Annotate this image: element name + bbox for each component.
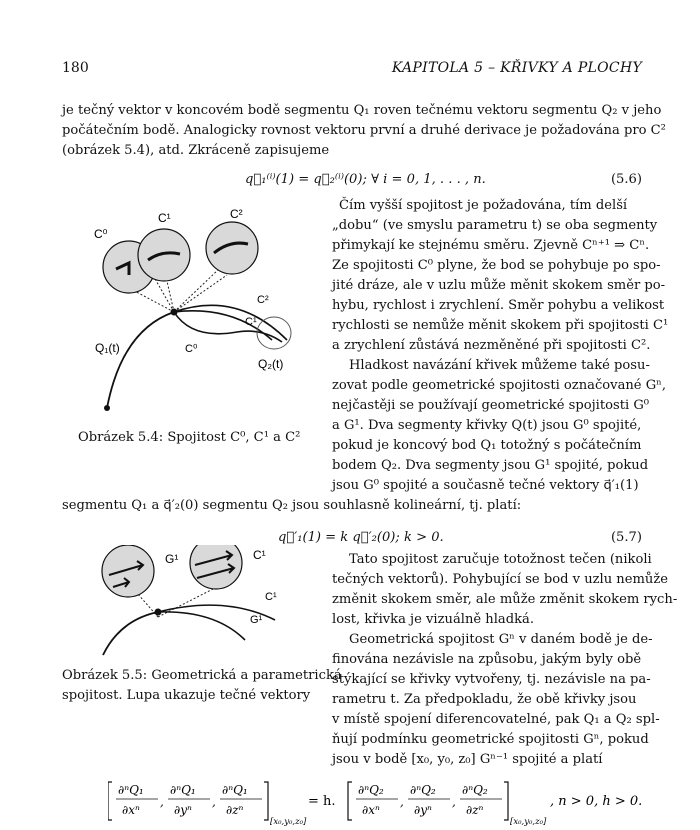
bracket [264,782,268,820]
magnifier-g1 [102,545,154,597]
figure-5-4 [62,200,307,425]
text-line: bodem Q₂. Dva segmenty jsou G¹ spojité, pokud [332,458,649,473]
text-line: Čím vyšší spojitost je požadována, tím delší [339,198,628,213]
text-line: Hladkost navázání křivek můžeme také posu- [349,358,650,373]
text-line: Geometrická spojitost Gⁿ v daném bodě je de- [349,632,653,647]
magnifier-c1 [138,229,190,281]
text-line: jsou v bodě [x₀, y₀, z₀] Gⁿ⁻¹ spojité a platí [332,752,603,767]
label-curve-c0: C⁰ [185,343,198,355]
denominator: ∂xⁿ [362,803,380,817]
junction-point [171,309,178,316]
text-line: a zrychlení zůstává nezměněné při spojitosti C². [332,338,651,353]
text-line: pokud je koncový bod Q₁ totožný s počátečním [332,438,642,453]
curve-c0 [174,312,282,342]
text-line: jsou G⁰ spojité a současně tečné vektory q⃗′₁(1) [332,478,639,493]
figure-5-5-caption-line: spojitost. Lupa ukazuje tečné vektory [62,688,311,703]
label-curve-c1: C¹ [265,591,277,603]
equation-number: (5.7) [610,530,642,545]
junction-point [155,609,162,616]
text-line: „dobu“ (ve smyslu parametru t) se oba segmenty [332,218,658,233]
numerator: ∂ⁿQ₁ [118,783,144,797]
text-line: počátečním bodě. Analogicky rovnost vektoru první a druhé derivace je požadována pro C² [62,123,666,138]
figure-5-5 [85,545,300,665]
label-c1: C¹ [158,211,171,225]
numerator: ∂ⁿQ₁ [170,783,196,797]
conditions: , n > 0, h > 0. [550,794,643,809]
text-line: rychlosti se nemůže měnit skokem při spojitosti C¹ [332,318,669,333]
curve-left [103,612,158,655]
text-line: je tečný vektor v koncovém bodě segmentu Q₁ roven tečnému vektoru segmentu Q₂ v jeho [62,103,662,118]
bracket [348,782,352,820]
comma: , [400,795,404,809]
subscript: [x₀,y₀,z₀] [270,817,307,826]
equation-5-6: q⃗₁⁽ⁱ⁾(1) = q⃗₂⁽ⁱ⁾(0); ∀ i = 0, 1, . . . , n. [245,172,486,187]
text-line: stýkající se křivky vytvořeny, tj. nezávisle na pa- [332,672,651,687]
equation-number: (5.6) [610,172,642,187]
figure-5-5-caption-line: Obrázek 5.5: Geometrická a parametrická [62,668,342,683]
end-point [104,405,110,411]
denominator: ∂zⁿ [466,803,484,817]
text-line: v místě spojení diferencovatelné, pak Q₁ a Q₂ spl- [332,712,660,727]
bracket [504,782,508,820]
text-line: lost, křivka je vizuálně hladká. [332,612,534,627]
label-c1-lens: C¹ [253,548,266,562]
denominator: ∂xⁿ [122,803,140,817]
numerator: ∂ⁿQ₁ [222,783,248,797]
text-line: hybu, rychlost i zrychlení. Směr pohybu a velikost [332,298,665,313]
text-line: Tato spojitost zaručuje totožnost tečen (nikoli [349,552,652,567]
label-curve-g1: G¹ [250,614,263,626]
text-line: přimykají ke stejnému směru. Zjevně Cⁿ⁺¹ ⇒ Cⁿ. [332,238,650,253]
text-line: ňují podmínku geometrické spojitosti Gⁿ, pokud [332,732,649,747]
magnifier-c2 [206,222,258,274]
curve-q1 [107,312,174,408]
text-line: změnit skokem směr, ale může změnit skokem rych- [332,592,678,607]
bracket [108,782,112,820]
figure-5-4-caption: Obrázek 5.4: Spojitost C⁰, C¹ a C² [78,430,301,445]
comma: , [160,795,164,809]
comma: , [212,795,216,809]
label-g1: G¹ [165,552,179,566]
label-c2: C² [230,207,243,221]
label-curve-c2: C² [257,294,269,306]
text-line: tečných vektorů). Pohybující se bod v uzlu nemůže [332,572,668,587]
numerator: ∂ⁿQ₂ [462,783,488,797]
denominator: ∂zⁿ [226,803,244,817]
chapter-title: KAPITOLA 5 – KŘIVKY A PLOCHY [391,60,642,76]
text-line: (obrázek 5.4), atd. Zkráceně zapisujeme [62,143,330,158]
text-line: jité dráze, ale v uzlu může měnit skokem směr po- [332,278,666,293]
equation-final [108,778,648,826]
text-line-full: segmentu Q₁ a q⃗′₂(0) segmentu Q₂ jsou souhlasně kolineární, tj. platí: [62,498,522,513]
text-line: a G¹. Dva segmenty křivky Q(t) jsou G⁰ spojité, [332,418,642,433]
label-q1: Q₁(t) [95,341,120,355]
text-line: Ze spojitosti C⁰ plyne, že bod se pohybuje po spo- [332,258,661,273]
page-number: 180 [62,60,89,76]
numerator: ∂ⁿQ₂ [358,783,384,797]
equation-5-7: q⃗′₁(1) = k q⃗′₂(0); k > 0. [278,530,444,545]
text-line: zovat podle geometrické spojitosti označované Gⁿ, [332,378,666,393]
label-q2: Q₂(t) [258,357,284,371]
curve-g1 [158,612,245,640]
subscript: [x₀,y₀,z₀] [510,817,547,826]
denominator: ∂yⁿ [414,803,432,817]
text-line: rametru t. Za předpokladu, že obě křivky jsou [332,692,637,707]
denominator: ∂yⁿ [174,803,192,817]
label-curve-c1: C¹ [245,316,257,328]
label-c0: C⁰ [94,227,108,241]
text-line: nejčastěji se používají geometrické spojitosti G⁰ [332,398,650,413]
equals-h: = h. [308,794,336,809]
comma: , [452,795,456,809]
numerator: ∂ⁿQ₂ [410,783,436,797]
text-line: finována nezávisle na způsobu, jakým byly obě [332,652,642,667]
